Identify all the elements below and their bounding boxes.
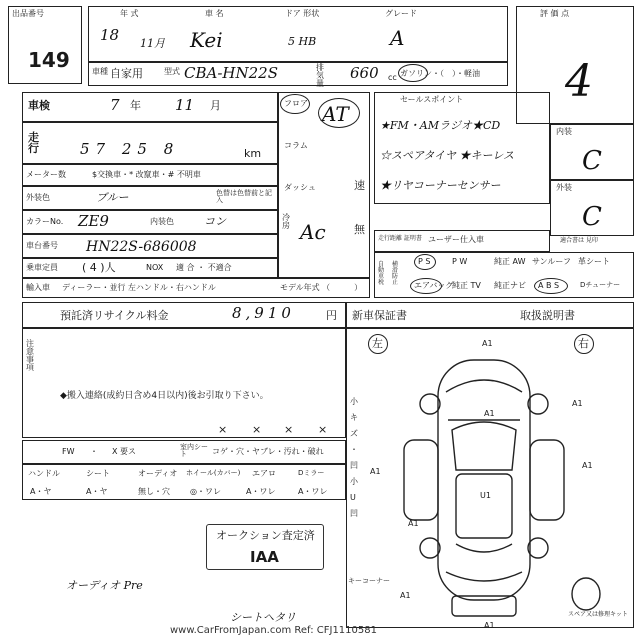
check-damage: コゲ・穴・ヤブレ・汚れ・破れ [212,447,324,456]
recycle-unit: 円 [326,309,337,322]
check-dmirror: Dミラー [298,469,325,477]
pw-label: P W [452,257,468,266]
meter-value: $交換車・* 改竄車・# 不明車 [92,170,201,179]
inspection-month: 11 [175,96,195,114]
navi-label: 純正ナビ [494,281,526,290]
check-dmirror-val: A・ワレ [298,487,328,496]
car-label: 車 名 [205,9,224,18]
side-label-6: 小 [350,477,358,486]
aw-label: 純正 AW [494,257,526,266]
notice-left-label: 注意事項 [26,339,34,372]
inspection-year: 7 [110,96,120,114]
sales-item-3: ★リヤコーナーセンサー [380,179,501,192]
damage-4: A1 [370,467,381,476]
inspection-label: 車検 [28,99,50,112]
none-label: 無 [354,223,365,236]
displacement-value: 660 [350,64,379,82]
check-aero: エアロ [252,469,276,478]
interior-color-value: コン [204,215,226,228]
check-seat: シート [86,469,110,478]
evaluation-note: 適合書は 見印 [560,237,598,244]
user-label: ユーザー仕入車 [428,235,484,244]
usage-value: 自家用 [110,67,143,80]
handwritten-note-1: オーディオ Pre [66,579,143,592]
import-value: ディーラー・並行 左ハンドル・右ハンドル [62,283,216,292]
damage-6: U1 [480,491,491,500]
shift-column: コラム [284,141,308,150]
check-audio-val: 無し・穴 [138,487,170,496]
door-label: ドア 形状 [285,9,320,18]
recycle-amount: 8,910 [232,304,295,322]
mileage-unit: km [244,147,262,160]
notice-text: ◆搬入連絡(成約日含め4日以内)後お引取り下さい。 [60,391,269,401]
month-value: 11月 [140,37,165,50]
warranty-label: 新車保証書 [352,309,407,322]
watermark: www.CarFromJapan.com Ref: CFJ1110581 [170,625,377,636]
interior-grade-value: C [582,146,602,176]
exterior-grade-label: 外装 [556,183,572,192]
damage-1: A1 [482,339,493,348]
door-value: 5 HB [288,35,317,48]
tax-label: 自動車税 [378,261,385,286]
speed-label: 速 [354,179,365,192]
ps-label: P S [418,257,431,266]
score-label: 評 価 点 [540,9,570,18]
interior-grade-label: 内装 [556,127,572,136]
side-label-2: キ [350,413,358,422]
chassis-value: HN22S-686008 [86,239,197,255]
exterior-color-note: 色替は色替前と記入 [216,189,272,204]
damage-7: A1 [408,519,419,528]
side-label-7: U [350,493,356,502]
shift-dash: ダッシュ [284,183,316,192]
side-label-3: ズ [350,429,358,438]
year-value: 18 [100,26,120,44]
side-label-5: 凹 [350,461,358,470]
car-name: Kei [190,28,223,52]
tuner-label: Dチューナー [580,281,621,289]
sales-item-2: ☆スペアタイヤ ★キーレス [380,149,514,162]
grade-label: グレード [385,9,417,18]
side-label-1: 小 [350,397,358,406]
transmission: AT [322,102,349,126]
model-label: 型式 [164,67,180,76]
damage-2: A1 [484,409,495,418]
sales-label: セールスポイント [400,95,464,104]
model-year: モデル年式 （ ） [280,283,363,292]
check-dot: ・ [90,447,98,456]
inspection-month-unit: 月 [210,99,221,112]
year-label: 年 式 [120,9,139,18]
history-label: 走行距離 証明書 [378,235,422,242]
left-side-label: 左 [372,337,383,350]
check-seat-label: 室内シート [180,443,208,458]
stamp-title: オークション査定済 [216,529,315,542]
abs-label: A B S [538,281,560,290]
notice-option-3: × [284,423,294,436]
meter-label: メーター数 [26,170,66,179]
side-label-8: 凹 [350,509,358,518]
exterior-grade-value: C [582,202,602,232]
cc-label: cc [388,73,397,82]
check-fw: FW [62,447,75,456]
import-label: 輸入車 [26,283,50,292]
displacement-label: 排気量 [316,63,324,88]
tv-label: 純正 TV [452,281,481,290]
score-value: 4 [565,56,593,107]
capacity-label: 乗車定員 [26,263,58,272]
fuel-label: ガソリン・（ ）・軽油 [400,69,480,78]
sales-item-1: ★FM・AMラジオ★CD [380,119,501,132]
notice-option-1: × [218,423,228,436]
check-wheel-val: ◎・ワレ [190,487,221,496]
check-x: X 要ス [112,447,137,456]
handwritten-note-2: シートヘタリ [230,611,296,624]
check-handle-val: A・ヤ [30,487,52,496]
ac-label: 冷房 [282,213,290,230]
vehicle-label: 車種 [92,67,108,76]
color-no-label: カラーNo. [26,217,64,226]
exterior-color-value: ブルー [96,191,129,204]
stamp-brand: IAA [250,548,279,566]
lot-label: 出品番号 [12,9,44,18]
exterior-color-label: 外装色 [26,193,50,202]
check-handle: ハンドル [28,469,60,478]
check-audio: オーディオ [138,469,178,478]
recycle-label: 預託済リサイクル料金 [60,309,169,322]
grade-value: A [390,26,405,50]
nox-label: NOX [146,263,164,272]
notice-option-4: × [318,423,328,436]
check-aero-val: A・ワレ [246,487,276,496]
model-value: CBA-HN22S [184,64,278,82]
manual-label: 取扱説明書 [520,309,575,322]
rear-label: キーコーナー [348,577,390,585]
airbag-label: エアバッグ [414,281,454,290]
color-no-value: ZE9 [78,212,109,230]
chassis-label: 車台番号 [26,241,58,250]
mileage-label: 走行 [28,131,39,155]
spare-label: スペア又は修理キット [568,611,628,618]
lot-number: 149 [28,48,70,72]
nox-value: 適 合 ・ 不適合 [176,263,232,272]
lateral-label: 横滑防止 [392,261,399,286]
notice-option-2: × [252,423,262,436]
mileage-value: 57 25 8 [80,140,180,158]
side-label-4: ・ [350,445,358,454]
damage-8: A1 [400,591,411,600]
shift-floor: フロア [284,99,308,108]
leather-label: 革シート [578,257,610,266]
capacity-value: ( 4 )人 [82,261,116,274]
sunroof-label: サンルーフ [532,257,571,266]
right-side-label: 右 [578,337,589,350]
inspection-year-unit: 年 [130,99,141,112]
check-wheel: ホイール(カバー) [186,469,241,477]
damage-9: A1 [484,621,495,630]
check-seat-val: A・ヤ [86,487,108,496]
damage-3: A1 [572,399,583,408]
interior-color-label: 内装色 [150,217,174,226]
damage-5: A1 [582,461,593,470]
ac-value: Ac [300,220,326,244]
